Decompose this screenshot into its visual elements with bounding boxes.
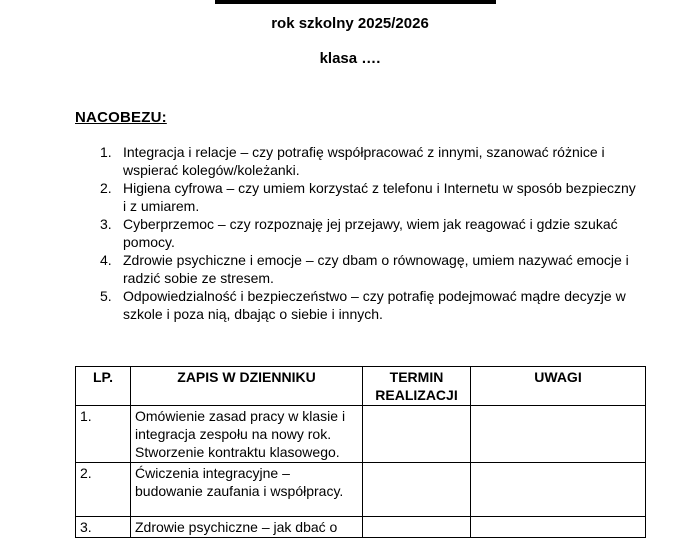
goal-text: Cyberprzemoc – czy rozpoznaję jej przejawy, wiem jak reagować i gdzie szukać pomocy. [123,216,618,250]
cell-lp: 3. [76,517,131,538]
goal-item [100,179,640,215]
goal-item [100,287,640,323]
goal-item [100,143,640,179]
table-row [76,406,646,463]
goal-list [100,143,640,323]
cell-zapis: Omówienie zasad pracy w klasie i integracja zespołu na nowy rok. Stworzenie kontraktu klasowego. [131,406,363,463]
cell-uwagi [471,406,646,463]
header-zapis: ZAPIS W DZIENNIKU [131,367,363,406]
header-termin: TERMIN REALIZACJI [363,367,471,406]
cell-lp: 1. [76,406,131,463]
goal-number: 3. [100,216,112,232]
goal-text: Zdrowie psychiczne i emocje – czy dbam o równowagę, umiem nazywać emocje i radzić sobie ze stresem. [123,252,629,286]
goal-item [100,215,640,251]
title-underline-bar [215,0,496,4]
header-lp: LP. [76,367,131,406]
goal-number: 2. [100,180,112,196]
table-row [76,463,646,517]
goal-number: 1. [100,144,112,160]
class-line: klasa …. [319,50,381,67]
table-header-row [76,367,646,406]
goal-item [100,251,640,287]
schedule-table [75,366,646,538]
cell-uwagi [471,463,646,517]
goal-text: Odpowiedzialność i bezpieczeństwo – czy potrafię podejmować mądre decyzje w szkole i poza nią, dbając o siebie i innych. [123,288,626,322]
goal-number: 4. [100,252,112,268]
goal-text: Integracja i relacje – czy potrafię współpracować z innymi, szanować różnice i wspierać kolegów/koleżanki. [123,144,605,178]
goal-text: Higiena cyfrowa – czy umiem korzystać z telefonu i Internetu w sposób bezpieczny i z umiarem. [123,180,636,214]
cell-termin [363,406,471,463]
section-heading-nacobezu: NACOBEZU: [75,109,167,126]
school-year-line: rok szkolny 2025/2026 [271,15,429,32]
header-uwagi: UWAGI [471,367,646,406]
cell-zapis: Ćwiczenia integracyjne – budowanie zaufania i współpracy. [131,463,363,517]
goal-number: 5. [100,288,112,304]
cell-termin [363,463,471,517]
cell-zapis: Zdrowie psychiczne – jak dbać o [131,517,363,538]
cell-lp: 2. [76,463,131,517]
